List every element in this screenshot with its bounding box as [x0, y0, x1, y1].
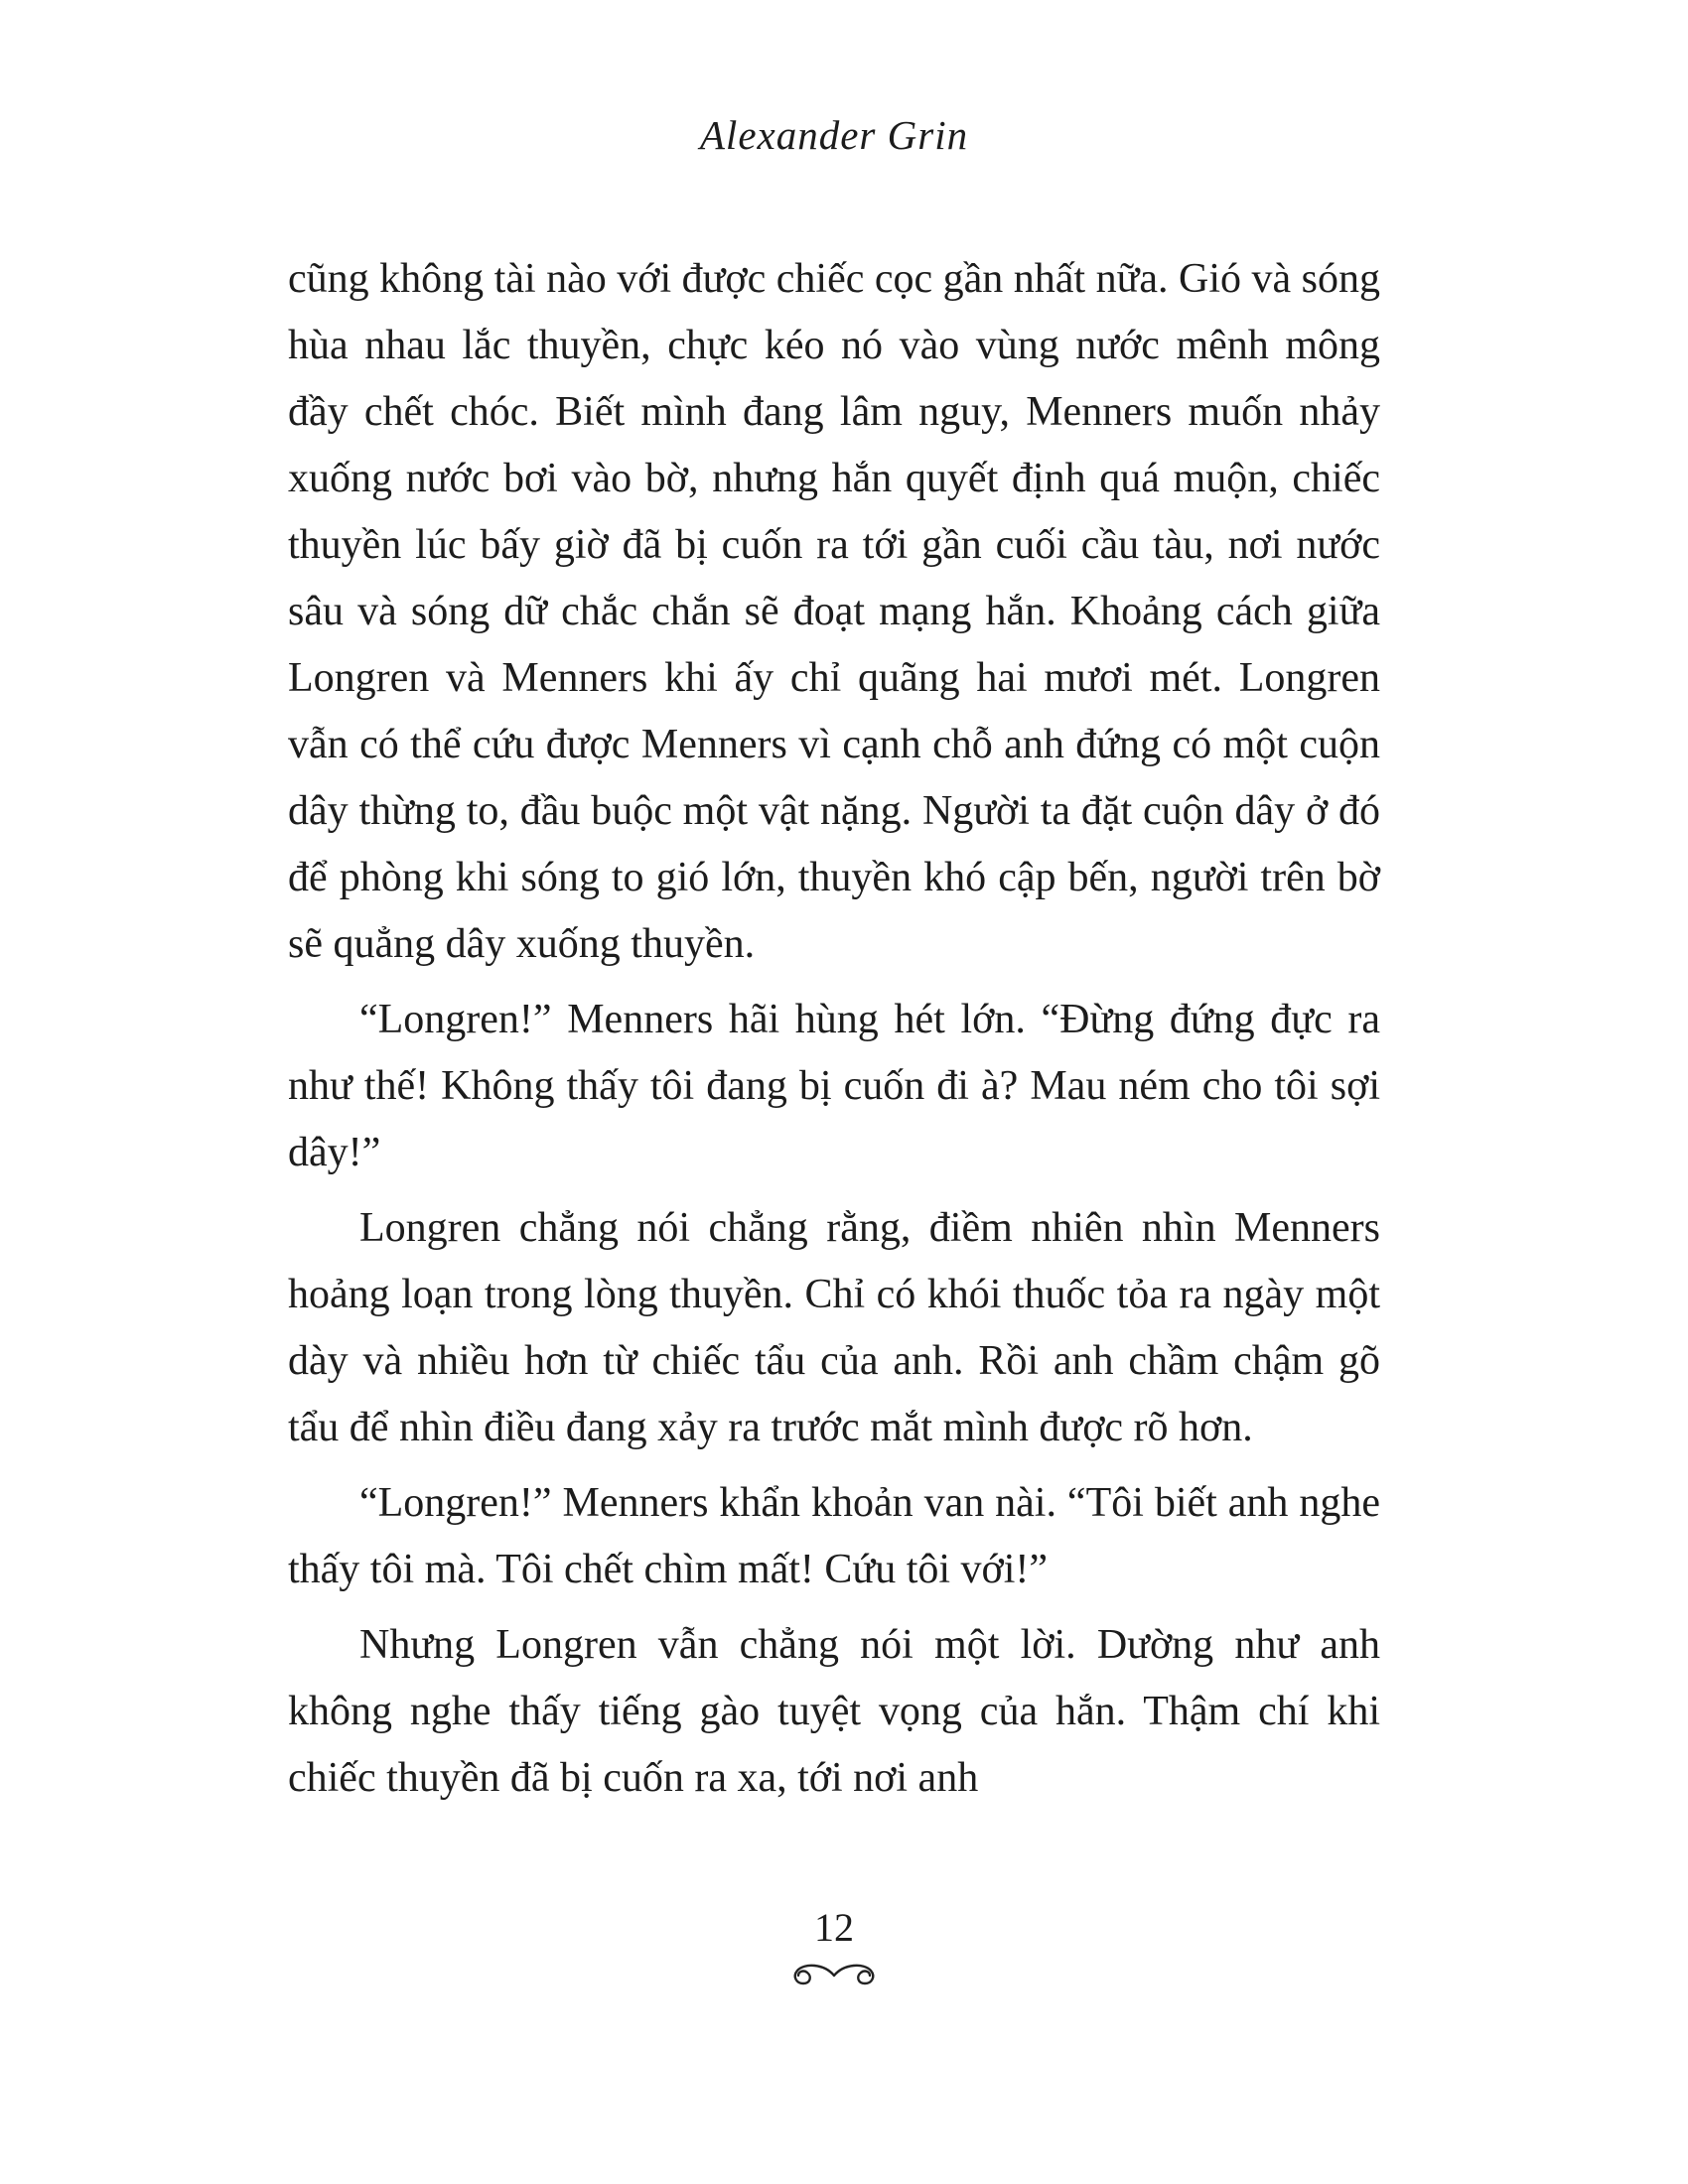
paragraph: “Longren!” Menners hãi hùng hét lớn. “Đừng đứng đực ra như thế! Không thấy tôi đang bị cuốn đi à? Mau ném cho tôi sợi dây!” — [288, 997, 1380, 1175]
paragraph: cũng không tài nào với được chiếc cọc gần nhất nữa. Gió và sóng hùa nhau lắc thuyền, chực kéo nó vào vùng nước mênh mông đầy chết chóc. Biết mình đang lâm nguy, Menners muốn nhảy xuống nước bơi vào bờ, nhưng hắn quyết định quá muộn, chiếc thuyền lúc bấy giờ đã bị cuốn ra tới gần cuối cầu tàu, nơi nước sâu và sóng dữ chắc chắn sẽ đoạt mạng hắn. Khoảng cách giữa Longren và Menners khi ấy chỉ quãng hai mươi mét. Longren vẫn có thể cứu được Menners vì cạnh chỗ anh đứng có một cuộn dây thừng to, đầu buộc một vật nặng. Người ta đặt cuộn dây ở đó để phòng khi sóng to gió lớn, thuyền khó cập bến, người trên bờ sẽ quẳng dây xuống thuyền. — [288, 256, 1380, 967]
page-footer — [288, 1904, 1380, 1990]
paragraph: Nhưng Longren vẫn chẳng nói một lời. Dường như anh không nghe thấy tiếng gào tuyệt vọng của hắn. Thậm chí khi chiếc thuyền đã bị cuốn ra xa, tới nơi anh — [288, 1622, 1380, 1801]
running-header: Alexander Grin — [699, 112, 969, 158]
body-text — [288, 246, 1380, 1821]
paragraph: Longren chẳng nói chẳng rằng, điềm nhiên nhìn Menners hoảng loạn trong lòng thuyền. Chỉ có khói thuốc tỏa ra ngày một dày và nhiều hơn từ chiếc tẩu của anh. Rồi anh chầm chậm gõ tẩu để nhìn điều đang xảy ra trước mắt mình được rõ hơn. — [288, 1205, 1380, 1450]
page-number: 12 — [814, 1905, 854, 1950]
paragraph: “Longren!” Menners khẩn khoản van nài. “Tôi biết anh nghe thấy tôi mà. Tôi chết chìm mất! Cứu tôi với!” — [288, 1480, 1380, 1592]
scroll-flourish-icon — [786, 1961, 882, 1990]
